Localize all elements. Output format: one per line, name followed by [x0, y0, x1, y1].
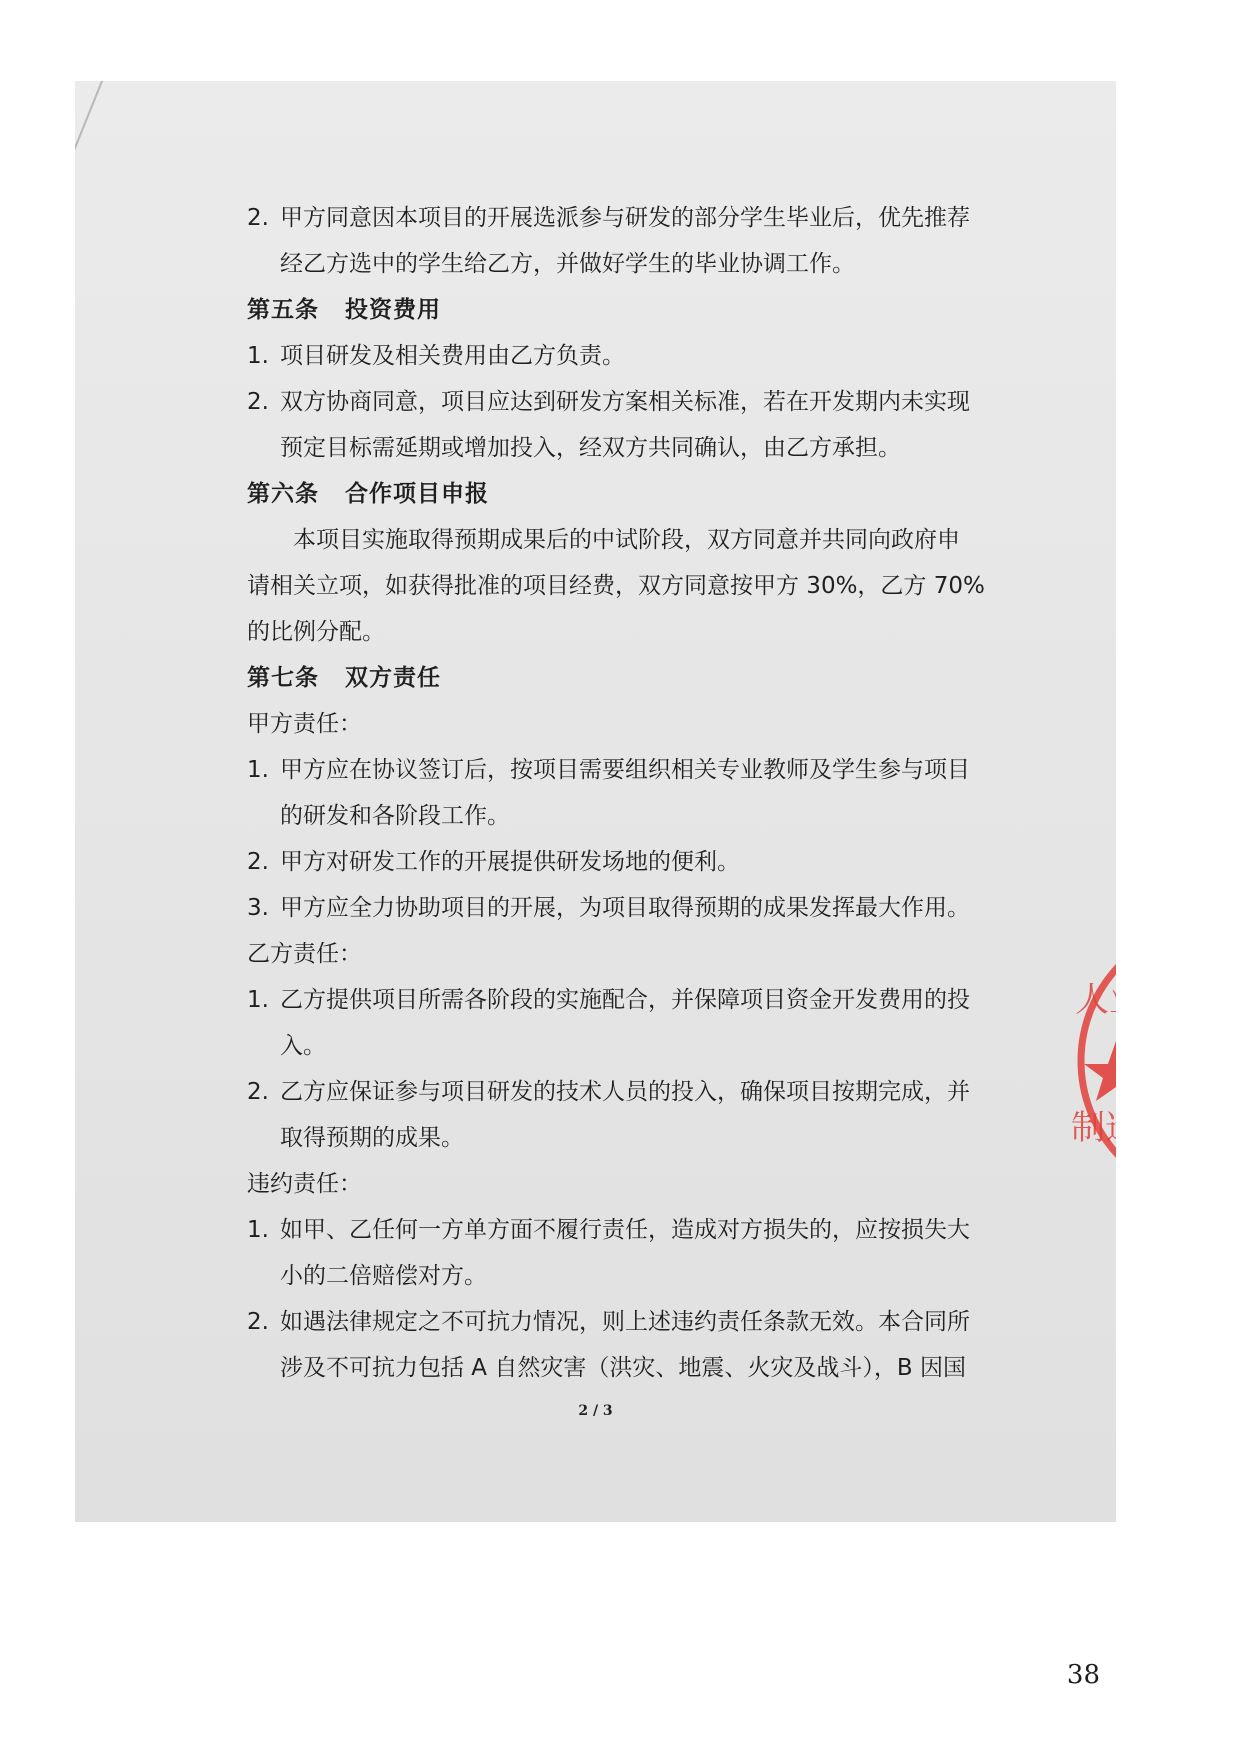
list-item [247, 195, 269, 241]
list-number: 2. [247, 1079, 269, 1105]
paragraph-line: 取得预期的成果。 [280, 1125, 464, 1151]
article-number: 第七条 [247, 665, 319, 691]
paragraph-line: 涉及不可抗力包括 A 自然灾害（洪灾、地震、火灾及战斗），B 因国 [280, 1355, 966, 1381]
subsection-label: 甲方责任： [247, 711, 362, 737]
list-number: 2. [247, 849, 269, 875]
paragraph-line: 乙方提供项目所需各阶段的实施配合，并保障项目资金开发费用的投 [280, 987, 970, 1013]
list-number: 2. [247, 389, 269, 415]
subsection-label: 违约责任： [247, 1171, 362, 1197]
document-page-number: 38 [1066, 1660, 1100, 1690]
article-heading [247, 471, 489, 517]
article-heading [247, 655, 441, 701]
article-number: 第五条 [247, 297, 319, 323]
paragraph-line: 项目研发及相关费用由乙方负责。 [280, 343, 625, 369]
paragraph-line: 经乙方选中的学生给乙方，并做好学生的毕业协调工作。 [280, 251, 855, 277]
document-body [75, 81, 1143, 1522]
seal-text-top: 人业 [1075, 980, 1143, 1020]
list-number: 2. [247, 1309, 269, 1335]
list-number: 1. [247, 757, 269, 783]
article-number: 第六条 [247, 481, 319, 507]
red-seal-stamp [1069, 911, 1143, 1211]
list-number: 1. [247, 343, 269, 369]
article-title: 合作项目申报 [345, 481, 489, 507]
paragraph-line: 的研发和各阶段工作。 [280, 803, 510, 829]
article-title: 投资费用 [345, 297, 441, 323]
scanned-page-photo [75, 81, 1143, 1522]
paragraph-line: 甲方应全力协助项目的开展，为项目取得预期的成果发挥最大作用。 [280, 895, 970, 921]
article-title: 双方责任 [345, 665, 441, 691]
seal-star-icon [1084, 1041, 1116, 1101]
list-number: 2. [247, 205, 269, 231]
paragraph-line: 甲方同意因本项目的开展选派参与研发的部分学生毕业后，优先推荐 [280, 205, 970, 231]
paragraph-line: 乙方应保证参与项目研发的技术人员的投入，确保项目按期完成，并 [280, 1079, 970, 1105]
paragraph-line: 的比例分配。 [247, 619, 385, 645]
paragraph-line: 预定目标需延期或增加投入，经双方共同确认，由乙方承担。 [280, 435, 901, 461]
paragraph-line: 入。 [280, 1033, 326, 1059]
paragraph-line: 甲方对研发工作的开展提供研发场地的便利。 [280, 849, 740, 875]
paragraph-line: 如甲、乙任何一方单方面不履行责任，造成对方损失的，应按损失大 [280, 1217, 970, 1243]
article-heading [247, 287, 441, 333]
list-number: 1. [247, 1217, 269, 1243]
paragraph-line: 本项目实施取得预期成果后的中试阶段，双方同意并共同向政府申 [293, 527, 960, 553]
paragraph-line: 小的二倍赔偿对方。 [280, 1263, 487, 1289]
list-number: 1. [247, 987, 269, 1013]
paragraph-line: 双方协商同意，项目应达到研发方案相关标准，若在开发期内未实现 [280, 389, 970, 415]
paragraph-line: 甲方应在协议签订后，按项目需要组织相关专业教师及学生参与项目 [280, 757, 970, 783]
subsection-label: 乙方责任： [247, 941, 362, 967]
paragraph-line: 请相关立项，如获得批准的项目经费，双方同意按甲方 30%，乙方 70% [247, 573, 985, 599]
page-indicator: 2 / 3 [578, 1403, 613, 1419]
seal-text-bottom: 制造 [1071, 1108, 1139, 1148]
list-number: 3. [247, 895, 269, 921]
paragraph-line: 如遇法律规定之不可抗力情况，则上述违约责任条款无效。本合同所 [280, 1309, 970, 1335]
